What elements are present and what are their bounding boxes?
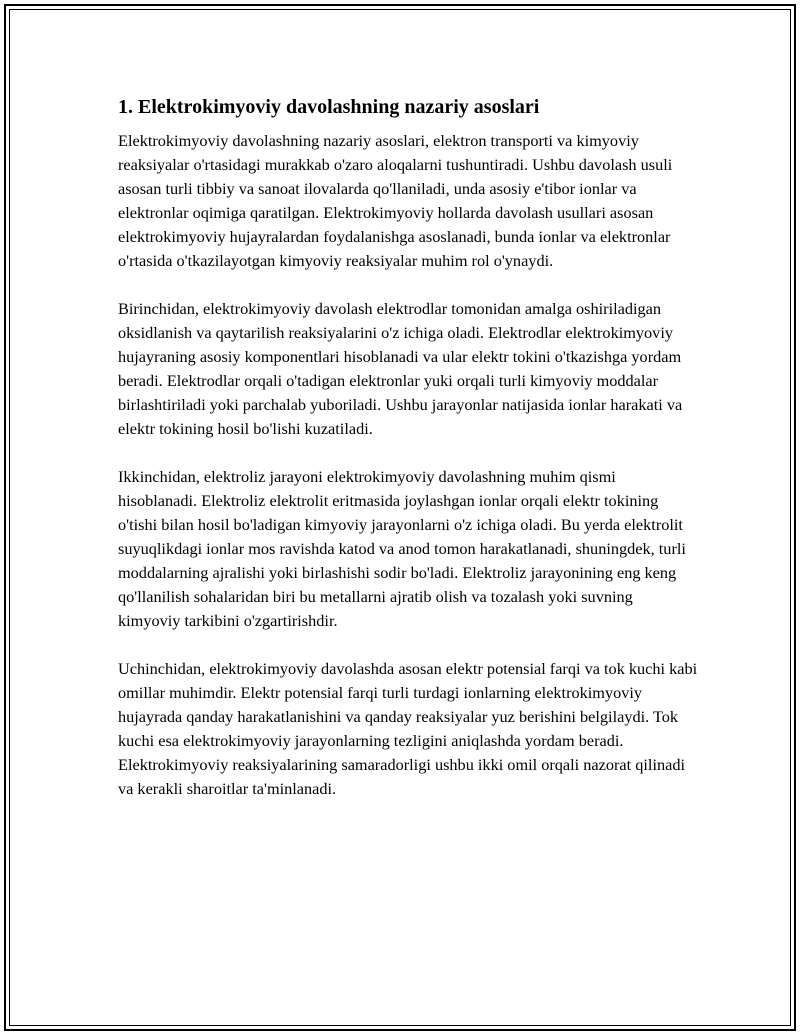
paragraph-4: Uchinchidan, elektrokimyoviy davolashda asosan elektr potensial farqi va tok kuchi kabi omillar muhimdir. Elektr potensial farqi turli turdagi ionlarning elektrokimyoviy hujayrada qanday harakatlanishini va qanday reaksiyalar yuz berishini belgilaydi. Tok kuchi esa elektrokimyoviy jarayonlarning tezligini aniqlashda yordam beradi. Elektrokimyoviy reaksiyalarining samaradorligi ushbu ikki omil orqali nazorat qilinadi va kerakli sharoitlar ta'minlanadi. bbox=[118, 659, 698, 798]
document-body bbox=[118, 94, 698, 801]
section-heading: 1. Elektrokimyoviy davolashning nazariy asoslari bbox=[118, 96, 540, 118]
paragraph-2: Birinchidan, elektrokimyoviy davolash elektrodlar tomonidan amalga oshiriladigan oksidlanish va qaytarilish reaksiyalarini o'z ichiga oladi. Elektrodlar elektrokimyoviy hujayraning asosiy komponentlari hisoblanadi va ular elektr tokini o'tkazishga yordam beradi. Elektrodlar orqali o'tadigan elektronlar yuki orqali turli kimyoviy moddalar birlashtiriladi yoki parchalab yuboriladi. Ushbu jarayonlar natijasida ionlar harakati va elektr tokining hosil bo'lishi kuzatiladi. bbox=[118, 299, 683, 438]
paragraph-3: Ikkinchidan, elektroliz jarayoni elektrokimyoviy davolashning muhim qismi hisoblanadi. Elektroliz elektrolit eritmasida joylashgan ionlar orqali elektr tokining o'tishi bilan hosil bo'ladigan kimyoviy jarayonlarni o'z ichiga oladi. Bu yerda elektrolit suyuqlikdagi ionlar mos ravishda katod va anod tomon harakatlanadi, shuningdek, turli moddalarning ajralishi yoki birlashishi sodir bo'ladi. Elektroliz jarayonining eng keng qo'llanilish sohalaridan biri bu metallarni ajratib olish va tozalash yoki suvning kimyoviy tarkibini o'zgartirishdir. bbox=[118, 467, 686, 630]
paragraph-1: Elektrokimyoviy davolashning nazariy asoslari, elektron transporti va kimyoviy reaksiyalar o'rtasidagi murakkab o'zaro aloqalarni tushuntiradi. Ushbu davolash usuli asosan turli tibbiy va sanoat ilovalarda qo'llaniladi, unda asosiy e'tibor ionlar va elektronlar oqimiga qaratilgan. Elektrokimyoviy hollarda davolash usullari asosan elektrokimyoviy hujayralardan foydalanishga asoslanadi, bunda ionlar va elektronlar o'rtasida o'tkazilayotgan kimyoviy reaksiyalar muhim rol o'ynaydi. bbox=[118, 131, 673, 270]
